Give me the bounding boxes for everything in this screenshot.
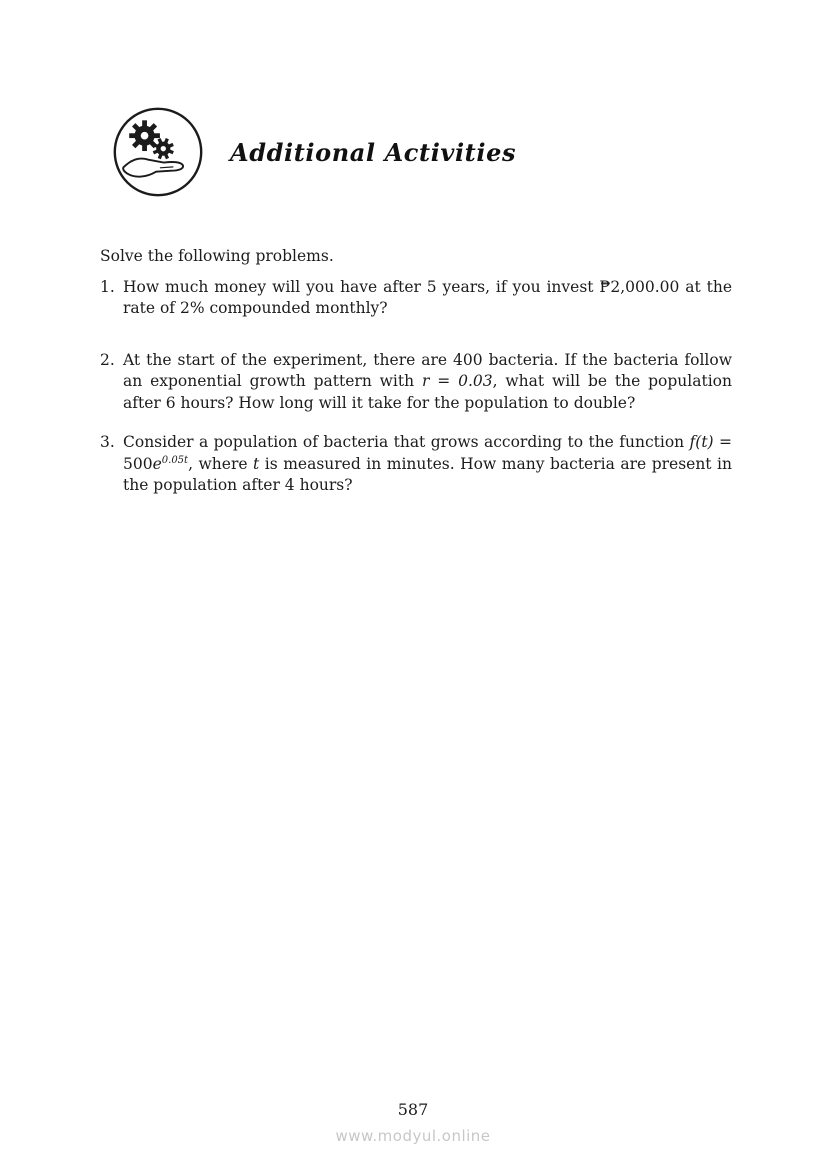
problem-item-1 (100, 277, 732, 320)
math-base: e (152, 454, 162, 473)
problem-number: 1. (100, 277, 115, 296)
text-segment: , where (188, 454, 254, 473)
hand-icon (123, 159, 183, 177)
problem-item-2 (100, 350, 732, 415)
gears-in-hand-svg (110, 104, 206, 200)
section-title: Additional Activities (230, 137, 517, 167)
text-segment: Consider a population of bacteria that grows according to the function (123, 433, 690, 451)
gear-small-icon (153, 138, 174, 159)
problem-text (123, 350, 732, 415)
page-number: 587 (397, 1100, 429, 1119)
problem-text: How much money will you have after 5 years, if you invest ₱2,000.00 at the rate of 2% compounded monthly? (123, 277, 732, 317)
intro-text: Solve the following problems. (100, 247, 334, 265)
text-segment: , what will be the population after 6 hours? How long will it take for the population to double? (123, 372, 732, 412)
watermark-text: www.modyul.online (335, 1127, 491, 1145)
gears-in-hand-icon (110, 104, 206, 200)
math-exponent: 0.05t (161, 454, 189, 466)
math-variable: t (253, 454, 260, 473)
problem-number: 3. (100, 433, 115, 451)
math-expression: r = 0.03 (421, 372, 493, 390)
text-segment: 500 (123, 454, 153, 473)
problem-text (123, 432, 732, 497)
text-segment: is measured in minutes. How many bacteria are present in the population after 4 hours? (123, 454, 732, 494)
section-header (110, 104, 516, 200)
math-expression: f(t) = (689, 433, 732, 451)
problem-number: 2. (100, 350, 115, 369)
text-segment: At the start of the experiment, there are 400 bacteria. If the bacteria follow an exponential growth pattern with (123, 350, 732, 390)
problem-item-3 (100, 432, 732, 497)
content-area (100, 246, 732, 497)
